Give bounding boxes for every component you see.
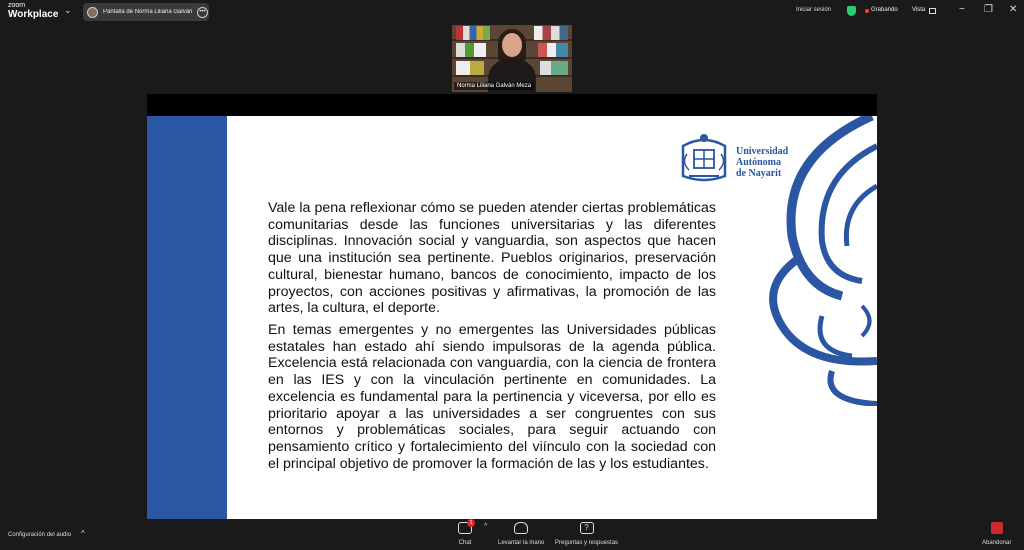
books-decoration <box>538 43 568 57</box>
person-face <box>502 33 522 57</box>
chevron-up-icon[interactable]: ^ <box>484 523 488 530</box>
leave-door-icon <box>991 522 1003 534</box>
raise-hand-label: Levantar la mano <box>498 540 545 546</box>
grid-view-icon[interactable] <box>929 8 936 14</box>
avatar <box>87 7 98 18</box>
brand-zoom: zoom <box>8 2 26 9</box>
leave-label: Abandonar <box>982 540 1012 546</box>
close-window-button[interactable]: ✕ <box>1009 4 1018 15</box>
participant-name-label: Norma Liliana Galván Meza <box>454 82 534 90</box>
books-decoration <box>456 26 490 40</box>
screen-share-label: Pantalla de Norma Liliana Galván <box>103 9 193 15</box>
title-bar <box>0 0 1024 24</box>
slide-paragraph-1: Vale la pena reflexionar cómo se pueden atender ciertas problemáticas comunitarias desde las funciones universitarias y las diferentes disciplinas. Innovación social y vanguardia, son aspectos que hacen que una institución sea pertinente. Pueblos originarios, preservación cultural, bienestar humano, bancos de conocimiento, impacto de los proyectos, con acciones positivas y afirmativas, la promoción de las artes, la cultura, el deporte. <box>268 200 716 317</box>
decorative-ornament <box>762 116 877 406</box>
slide-paragraph-2: En temas emergentes y no emergentes las Universidades públicas estatales han estado ahí siendo impulsoras de la agenda pública. Excelencia está relacionada con vanguardia, con la ciencia de frontera en las IES y con la vinculación pertinente en comunidades. La excelencia es fundamental para la pertinencia y viceversa, por ello es prioritario apoyar a las universidades a ser congruentes con sus entornos y problemáticas sociales, para seguir actuando con pensamiento crítico y fortalecimiento del viínculo con la sociedad con el principal objetivo de promover la formación de las y los estudiantes. <box>268 322 716 472</box>
chat-button[interactable] <box>458 522 472 546</box>
presentation-slide <box>147 116 877 519</box>
participant-video-tile[interactable] <box>452 25 572 92</box>
leave-button[interactable] <box>982 522 1011 546</box>
books-decoration <box>456 61 484 75</box>
view-button[interactable]: Vista <box>912 7 926 13</box>
screen-share-indicator[interactable] <box>83 3 209 21</box>
qa-button[interactable] <box>555 522 618 546</box>
chevron-down-icon[interactable]: ⌄ <box>64 5 72 15</box>
slide-accent-bar <box>147 116 227 519</box>
university-name: Universidad Autónoma de Nayarit <box>736 146 789 179</box>
university-crest-icon <box>677 130 731 186</box>
encryption-shield-icon[interactable] <box>847 6 856 16</box>
shared-screen <box>147 94 877 519</box>
books-decoration <box>456 43 486 57</box>
brand-workplace: Workplace <box>8 9 59 20</box>
raise-hand-button[interactable] <box>498 522 544 546</box>
books-decoration <box>540 61 568 75</box>
restore-window-button[interactable]: ❐ <box>984 4 993 15</box>
hand-icon <box>514 522 528 534</box>
audio-settings-button[interactable]: Configuración del audio <box>8 532 72 538</box>
sign-in-link[interactable]: Iniciar sesión <box>796 7 832 13</box>
recording-dot-icon <box>865 9 869 13</box>
zoom-workplace-logo[interactable] <box>8 2 58 20</box>
books-decoration <box>534 26 568 40</box>
recording-indicator[interactable]: Grabando <box>871 7 898 13</box>
minimize-window-button[interactable]: − <box>959 4 965 15</box>
chat-bubble-icon <box>458 522 472 534</box>
chat-label: Chat <box>458 540 472 546</box>
meeting-toolbar <box>0 519 1024 550</box>
more-options-icon[interactable]: ••• <box>197 7 208 18</box>
qa-label: Preguntas y respuestas <box>555 540 619 546</box>
question-icon: ? <box>580 522 594 534</box>
chat-unread-badge: 1 <box>467 519 475 527</box>
chevron-up-icon[interactable]: ^ <box>81 529 85 538</box>
